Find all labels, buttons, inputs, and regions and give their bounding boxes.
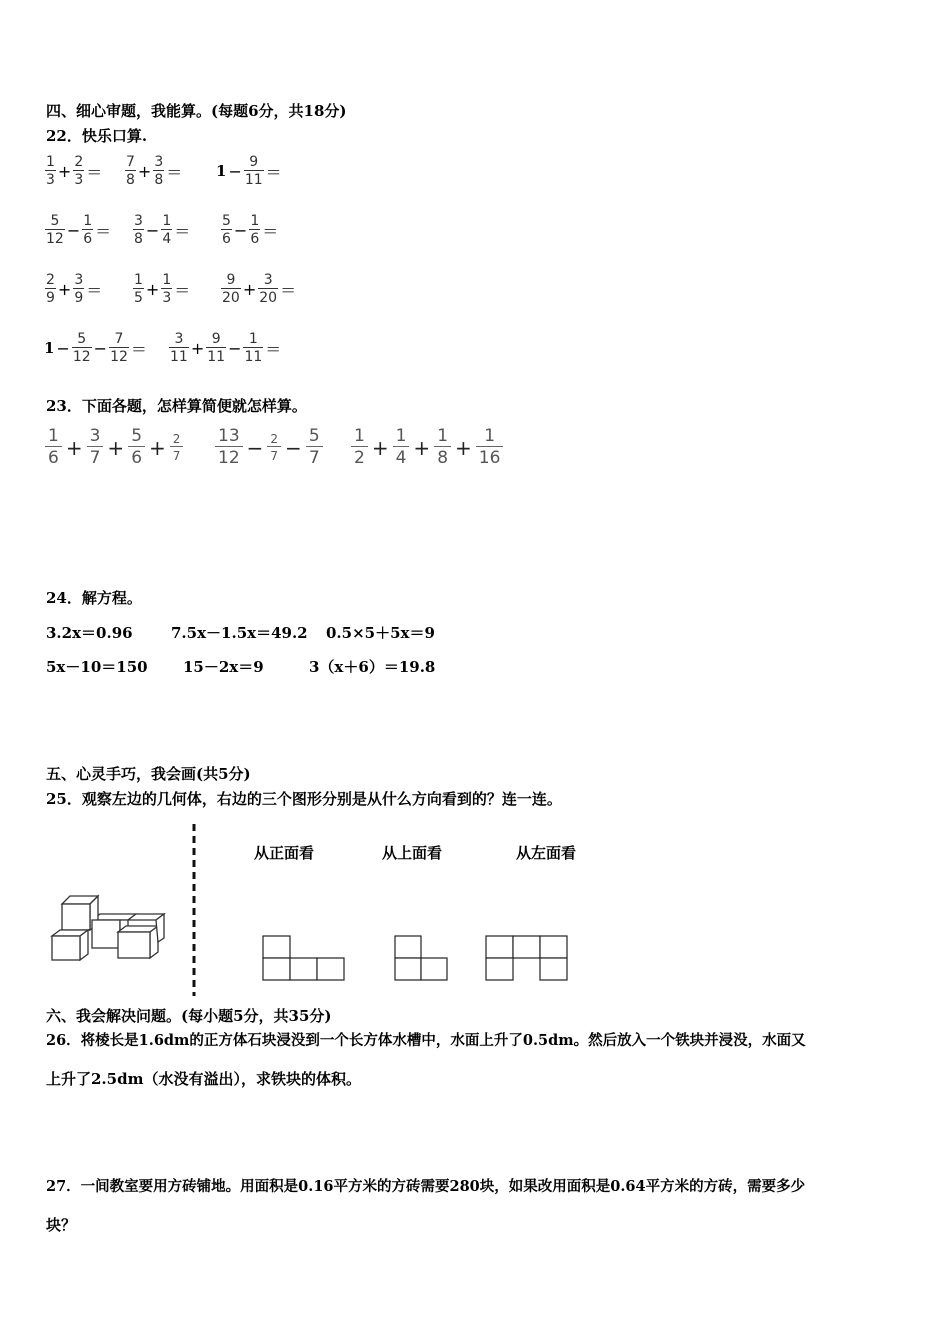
fraction xyxy=(45,273,56,305)
numerator: 5 xyxy=(308,426,320,446)
equals-sign: ＝ xyxy=(174,221,191,241)
dashed-divider xyxy=(191,824,197,996)
equation: 7.5x－1.5x＝49.2 xyxy=(171,624,308,642)
numerator: 5 xyxy=(77,331,87,347)
q26-line1: 26．将棱长是1.6dm的正方体石块浸没到一个长方体水槽中，水面上升了0.5dm。然后放入一个铁块并浸没，水面又 xyxy=(46,1032,806,1049)
operator: + xyxy=(57,279,72,299)
simplify-expression xyxy=(44,428,184,467)
operator: + xyxy=(413,435,431,460)
numerator: 9 xyxy=(226,272,236,288)
fraction xyxy=(73,273,84,305)
q27-line2: 块？ xyxy=(46,1216,77,1234)
operator: − xyxy=(246,435,264,460)
numerator: 5 xyxy=(131,426,143,446)
operator: + xyxy=(149,435,166,460)
oral-expression xyxy=(124,155,183,187)
operator: + xyxy=(242,279,257,299)
oral-expression xyxy=(220,214,279,246)
numerator: 1 xyxy=(48,426,59,446)
oral-expression xyxy=(44,332,148,364)
view-shape-1 xyxy=(262,935,346,983)
fraction xyxy=(351,428,368,467)
fraction xyxy=(72,332,92,364)
equals-sign: ＝ xyxy=(265,339,282,359)
numerator: 2 xyxy=(172,432,181,446)
denominator: 12 xyxy=(110,349,128,365)
section4-title: 四、细心审题，我能算。(每题6分，共18分) xyxy=(46,102,347,120)
denominator: 7 xyxy=(267,446,281,462)
numerator: 1 xyxy=(46,154,55,170)
fraction xyxy=(45,155,56,187)
denominator: 3 xyxy=(46,172,55,188)
denominator: 8 xyxy=(154,172,164,188)
operator: + xyxy=(455,435,472,460)
denominator: 6 xyxy=(83,231,93,247)
numerator: 3 xyxy=(74,272,84,288)
fraction xyxy=(153,155,164,187)
fraction xyxy=(125,155,136,187)
numerator: 1 xyxy=(437,426,449,446)
denominator: 12 xyxy=(46,231,64,247)
q23-label: 23．下面各题，怎样算简便就怎样算。 xyxy=(46,397,307,415)
equation: 5x－10＝150 xyxy=(46,658,148,676)
operator: − xyxy=(66,220,81,240)
denominator: 20 xyxy=(259,290,278,306)
numerator: 1 xyxy=(162,272,172,288)
fraction xyxy=(476,428,504,467)
numerator: 1 xyxy=(354,426,365,446)
denominator: 4 xyxy=(393,446,410,467)
numerator: 3 xyxy=(263,272,273,288)
fraction xyxy=(244,155,264,187)
oral-expression xyxy=(44,155,103,187)
minus-sign: − xyxy=(228,161,242,181)
denominator: 7 xyxy=(306,446,323,467)
denominator: 11 xyxy=(244,172,263,188)
view-label-left: 从左面看 xyxy=(516,844,577,862)
numerator: 2 xyxy=(74,154,84,170)
denominator: 6 xyxy=(45,446,62,467)
operator: + xyxy=(190,338,205,358)
equals-sign: ＝ xyxy=(86,162,103,182)
fraction xyxy=(82,214,93,246)
denominator: 5 xyxy=(134,290,143,306)
equals-sign: ＝ xyxy=(130,339,147,359)
denominator: 3 xyxy=(74,172,84,188)
numerator: 1 xyxy=(248,331,258,347)
equals-sign: ＝ xyxy=(280,280,297,300)
fraction xyxy=(128,428,145,467)
denominator: 7 xyxy=(87,446,104,467)
numerator: 7 xyxy=(126,154,135,170)
equation: 3.2x＝0.96 xyxy=(46,624,133,642)
operator: − xyxy=(233,220,248,240)
denominator: 2 xyxy=(351,446,368,467)
section5-title: 五、心灵手巧，我会画(共5分) xyxy=(46,765,251,783)
denominator: 4 xyxy=(162,231,172,247)
view-shape-2 xyxy=(394,935,450,983)
simplify-expression xyxy=(214,428,324,467)
fraction xyxy=(161,214,172,246)
fraction xyxy=(45,428,62,467)
equals-sign: ＝ xyxy=(166,162,183,182)
oral-expression xyxy=(44,214,112,246)
numerator: 9 xyxy=(249,154,259,170)
fraction xyxy=(258,273,278,305)
numerator: 1 xyxy=(134,272,143,288)
denominator: 3 xyxy=(162,290,172,306)
q24-label: 24．解方程。 xyxy=(46,589,142,607)
numerator: 3 xyxy=(154,154,164,170)
fraction xyxy=(393,428,410,467)
denominator: 12 xyxy=(72,349,91,365)
operator: − xyxy=(145,220,160,240)
oral-expression xyxy=(44,273,103,305)
whole-number: 1 xyxy=(44,339,55,357)
fraction xyxy=(133,273,144,305)
denominator: 9 xyxy=(74,290,84,306)
operator: + xyxy=(57,161,72,181)
denominator: 9 xyxy=(46,290,55,306)
fraction xyxy=(249,214,260,246)
equation: 3（x＋6）＝19.8 xyxy=(309,658,436,676)
numerator: 5 xyxy=(222,213,231,229)
view-label-front: 从正面看 xyxy=(254,844,315,862)
denominator: 8 xyxy=(126,172,135,188)
oral-expression xyxy=(216,155,283,187)
fraction xyxy=(170,433,184,462)
equals-sign: ＝ xyxy=(86,280,103,300)
numerator: 2 xyxy=(46,272,55,288)
fraction xyxy=(215,428,243,467)
denominator: 8 xyxy=(134,231,143,247)
fraction xyxy=(267,433,281,462)
numerator: 1 xyxy=(250,213,260,229)
numerator: 2 xyxy=(270,432,279,446)
fraction xyxy=(109,332,129,364)
operator: − xyxy=(93,338,108,358)
fraction xyxy=(243,332,263,364)
view-shape-3 xyxy=(485,935,569,983)
denominator: 12 xyxy=(215,446,243,467)
equation: 0.5×5＋5x＝9 xyxy=(326,624,435,642)
denominator: 7 xyxy=(170,446,184,462)
equals-sign: ＝ xyxy=(174,280,191,300)
operator: + xyxy=(107,435,125,460)
denominator: 20 xyxy=(222,290,240,306)
equals-sign: ＝ xyxy=(95,221,112,241)
fraction xyxy=(221,214,232,246)
whole-number: 1 xyxy=(216,162,227,180)
equals-sign: ＝ xyxy=(262,221,279,241)
equation: 15－2x＝9 xyxy=(183,658,264,676)
fraction xyxy=(73,155,84,187)
denominator: 8 xyxy=(434,446,451,467)
numerator: 3 xyxy=(89,426,101,446)
numerator: 3 xyxy=(174,331,184,347)
equals-sign: ＝ xyxy=(265,162,282,182)
numerator: 7 xyxy=(114,331,124,347)
view-label-top: 从上面看 xyxy=(382,844,443,862)
section6-title: 六、我会解决问题。(每小题5分，共35分) xyxy=(46,1007,332,1025)
q27-line1: 27．一间教室要用方砖铺地。用面积是0.16平方米的方砖需要280块，如果改用面积是0.64平方米的方砖，需要多少 xyxy=(46,1178,806,1195)
numerator: 9 xyxy=(211,331,221,347)
operator: + xyxy=(371,435,389,460)
numerator: 1 xyxy=(484,426,496,446)
numerator: 3 xyxy=(134,213,143,229)
simplify-expression xyxy=(350,428,504,467)
fraction xyxy=(221,273,241,305)
oral-expression xyxy=(132,273,191,305)
numerator: 1 xyxy=(395,426,407,446)
denominator: 11 xyxy=(207,349,226,365)
denominator: 16 xyxy=(476,446,504,467)
operator: − xyxy=(285,435,302,460)
numerator: 5 xyxy=(50,213,60,229)
fraction xyxy=(169,332,189,364)
numerator: 1 xyxy=(162,213,172,229)
operator: − xyxy=(228,338,242,358)
denominator: 11 xyxy=(244,349,263,365)
denominator: 6 xyxy=(222,231,231,247)
oral-expression xyxy=(220,273,297,305)
q26-line2: 上升了2.5dm（水没有溢出），求铁块的体积。 xyxy=(46,1070,361,1088)
operator: + xyxy=(145,279,160,299)
numerator: 13 xyxy=(218,426,240,446)
solid-figure xyxy=(44,890,170,965)
minus-sign: − xyxy=(56,338,70,358)
fraction xyxy=(206,332,226,364)
q22-label: 22．快乐口算. xyxy=(46,127,148,145)
denominator: 6 xyxy=(128,446,145,467)
fraction xyxy=(45,214,65,246)
fraction xyxy=(306,428,323,467)
fraction xyxy=(434,428,451,467)
oral-expression xyxy=(168,332,282,364)
fraction xyxy=(133,214,144,246)
fraction xyxy=(87,428,104,467)
numerator: 1 xyxy=(83,213,93,229)
operator: + xyxy=(65,435,83,460)
denominator: 11 xyxy=(170,349,188,365)
oral-expression xyxy=(132,214,191,246)
q25-label: 25．观察左边的几何体，右边的三个图形分别是从什么方向看到的？连一连。 xyxy=(46,790,562,808)
denominator: 6 xyxy=(250,231,260,247)
fraction xyxy=(161,273,172,305)
operator: + xyxy=(137,161,152,181)
